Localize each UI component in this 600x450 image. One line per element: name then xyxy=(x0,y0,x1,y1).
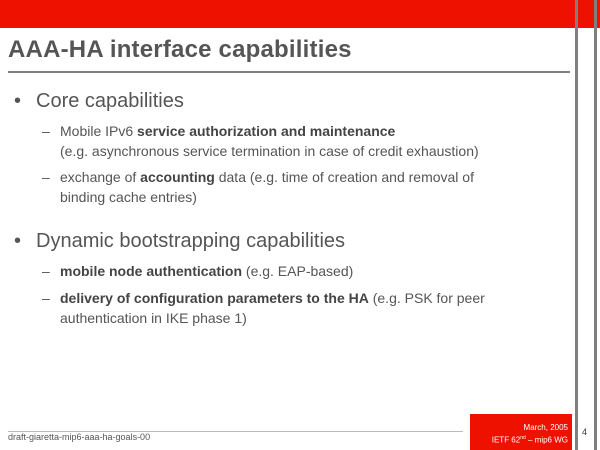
item-text: (e.g. PSK for peer xyxy=(368,290,485,306)
bullet-dynamic-bootstrapping xyxy=(14,230,345,253)
list-item xyxy=(42,167,562,207)
bullet-label: Dynamic bootstrapping capabilities xyxy=(36,230,346,252)
footer-date: March, 2005 xyxy=(523,423,568,432)
item-text: exchange of xyxy=(60,169,141,185)
bullet-label: Core capabilities xyxy=(36,90,184,112)
item-text: data (e.g. time of creation and removal of xyxy=(214,169,474,185)
bullet-dot-icon: • xyxy=(14,230,22,252)
item-text-line2: binding cache entries) xyxy=(60,189,197,205)
item-text-line2: authentication in IKE phase 1) xyxy=(60,310,247,326)
list-item xyxy=(42,261,562,281)
item-text: (e.g. EAP-based) xyxy=(242,263,354,279)
bullet-dot-icon: • xyxy=(14,90,22,112)
title-divider xyxy=(8,71,570,73)
item-text-line2: (e.g. asynchronous service termination in case of credit exhaustion) xyxy=(60,143,479,159)
bullet-core-capabilities xyxy=(14,90,184,113)
list-item xyxy=(42,121,562,161)
dash-icon: – xyxy=(42,169,50,185)
dash-icon: – xyxy=(42,263,50,279)
slide-title: AAA-HA interface capabilities xyxy=(8,36,352,63)
item-text: Mobile IPv6 xyxy=(60,123,138,139)
footer-meeting: IETF 62nd – mip6 WG xyxy=(491,435,568,445)
frame-line-left xyxy=(575,0,578,450)
item-bold-text: service authorization and maintenance xyxy=(137,123,396,139)
dash-icon: – xyxy=(42,290,50,306)
list-item xyxy=(42,288,562,328)
dash-icon: – xyxy=(42,123,50,139)
footer-info-box xyxy=(470,414,572,450)
item-bold-text: mobile node authentication xyxy=(60,263,243,279)
frame-line-right xyxy=(594,0,597,450)
item-bold-text: accounting xyxy=(140,169,215,185)
header-band xyxy=(0,0,600,28)
draft-name: draft-giaretta-mip6-aaa-ha-goals-00 xyxy=(8,432,151,442)
item-bold-text: delivery of configuration parameters to the HA xyxy=(60,290,369,306)
page-number: 4 xyxy=(582,427,588,437)
